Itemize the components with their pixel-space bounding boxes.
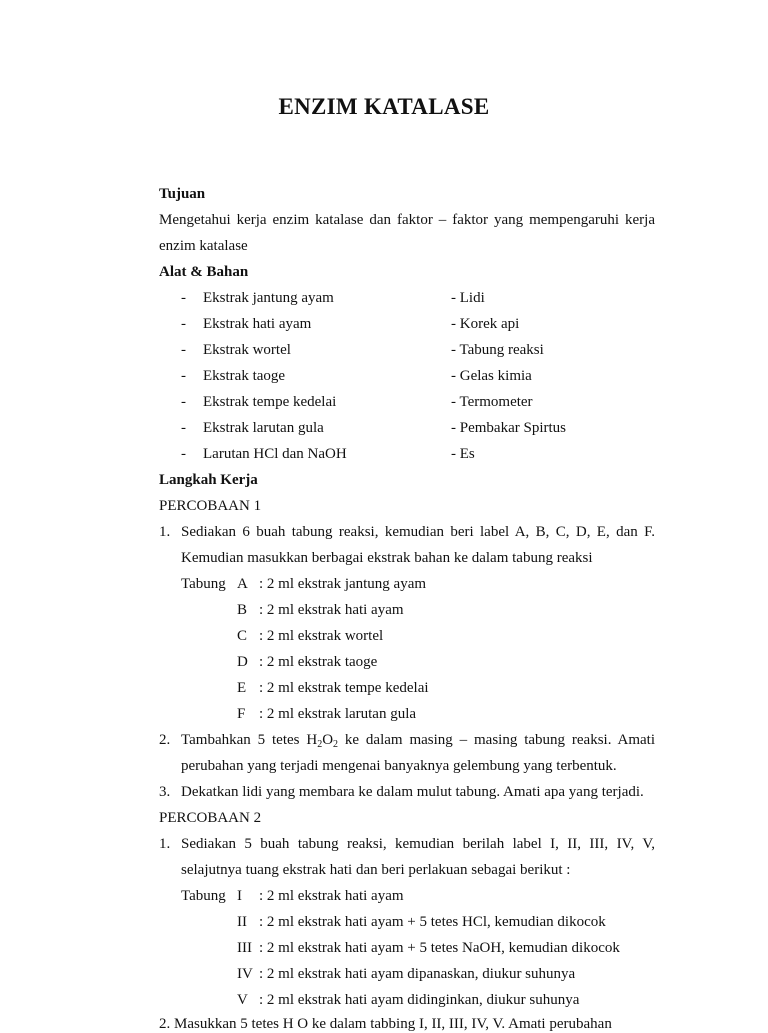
list-dash: - — [181, 342, 186, 358]
list-dash: - — [181, 316, 186, 332]
tabung-label: Tabung — [181, 888, 226, 904]
tube-description: : 2 ml ekstrak hati ayam — [259, 888, 404, 904]
step-number: 1. — [159, 836, 171, 852]
section-heading-alat-bahan: Alat & Bahan — [159, 264, 249, 280]
material-item: Ekstrak wortel — [203, 342, 291, 358]
percobaan-1-label: PERCOBAAN 1 — [159, 498, 262, 514]
material-item: Ekstrak tempe kedelai — [203, 394, 337, 410]
step-number: 2. — [159, 732, 171, 748]
tube-description: : 2 ml ekstrak taoge — [259, 654, 378, 670]
list-dash: - — [181, 420, 186, 436]
tube-description: : 2 ml ekstrak hati ayam — [259, 602, 404, 618]
tube-description: : 2 ml ekstrak hati ayam dipanaskan, diukur suhunya — [259, 966, 576, 982]
tube-description: : 2 ml ekstrak tempe kedelai — [259, 680, 429, 696]
p1-step1-line-1: Sediakan 6 buah tabung reaksi, kemudian beri label A, B, C, D, E, dan F. — [181, 524, 655, 540]
material-item: Ekstrak larutan gula — [203, 420, 324, 436]
tujuan-text-line-1: Mengetahui kerja enzim katalase dan faktor – faktor yang mempengaruhi kerja — [159, 212, 655, 228]
section-heading-tujuan: Tujuan — [159, 186, 206, 202]
tube-label: A — [237, 576, 248, 592]
list-dash: - — [181, 290, 186, 306]
tool-item: - Termometer — [451, 394, 533, 410]
tool-item: - Gelas kimia — [451, 368, 532, 384]
tube-description: : 2 ml ekstrak hati ayam + 5 tetes NaOH, kemudian dikocok — [259, 940, 620, 956]
tool-item: - Korek api — [451, 316, 520, 332]
list-dash: - — [181, 368, 186, 384]
tube-label: IV — [237, 966, 253, 982]
tube-description: : 2 ml ekstrak hati ayam didinginkan, diukur suhunya — [259, 992, 580, 1008]
tube-label: E — [237, 680, 247, 696]
tool-item: - Tabung reaksi — [451, 342, 544, 358]
section-heading-langkah-kerja: Langkah Kerja — [159, 472, 258, 488]
p2-step2-line-1-cutoff: 2. Masukkan 5 tetes H O ke dalam tabbing I, II, III, IV, V. Amati perubahan — [159, 1016, 612, 1032]
p2-step1-line-2: selajutnya tuang ekstrak hati dan beri perlakuan sebagai berikut : — [181, 862, 571, 878]
list-dash: - — [181, 446, 186, 462]
tube-label: F — [237, 706, 246, 722]
tube-description: : 2 ml ekstrak wortel — [259, 628, 384, 644]
percobaan-2-label: PERCOBAAN 2 — [159, 810, 262, 826]
tujuan-text-line-2: enzim katalase — [159, 238, 248, 254]
tube-label: B — [237, 602, 248, 618]
tool-item: - Pembakar Spirtus — [451, 420, 566, 436]
material-item: Ekstrak hati ayam — [203, 316, 312, 332]
page-title: ENZIM KATALASE — [278, 94, 490, 119]
step-number: 3. — [159, 784, 171, 800]
tube-label: II — [237, 914, 247, 930]
tube-label: III — [237, 940, 252, 956]
step-number: 1. — [159, 524, 171, 540]
p1-step2-line-2: perubahan yang terjadi mengenai banyaknya gelembung yang terbentuk. — [181, 758, 617, 774]
tube-label: D — [237, 654, 248, 670]
tool-item: - Es — [451, 446, 475, 462]
tube-description: : 2 ml ekstrak larutan gula — [259, 706, 417, 722]
p1-step3-line-1: Dekatkan lidi yang membara ke dalam mulut tabung. Amati apa yang terjadi. — [181, 784, 644, 800]
tube-description: : 2 ml ekstrak hati ayam + 5 tetes HCl, kemudian dikocok — [259, 914, 606, 930]
p1-step1-line-2: Kemudian masukkan berbagai ekstrak bahan ke dalam tabung reaksi — [181, 550, 593, 566]
tube-label: V — [237, 992, 248, 1008]
list-dash: - — [181, 394, 186, 410]
material-item: Larutan HCl dan NaOH — [203, 446, 347, 462]
tube-description: : 2 ml ekstrak jantung ayam — [259, 576, 427, 592]
p1-step2-line-1: Tambahkan 5 tetes $H_2O_2$ ke dalam masing – masing tabung reaksi. Amati — [181, 732, 655, 750]
tool-item: - Lidi — [451, 290, 485, 306]
tube-label: C — [237, 628, 248, 644]
tabung-label: Tabung — [181, 576, 226, 592]
material-item: Ekstrak jantung ayam — [203, 290, 334, 306]
material-item: Ekstrak taoge — [203, 368, 286, 384]
tube-label: I — [237, 888, 242, 904]
p2-step1-line-1: Sediakan 5 buah tabung reaksi, kemudian berilah label I, II, III, IV, V, — [181, 836, 655, 852]
